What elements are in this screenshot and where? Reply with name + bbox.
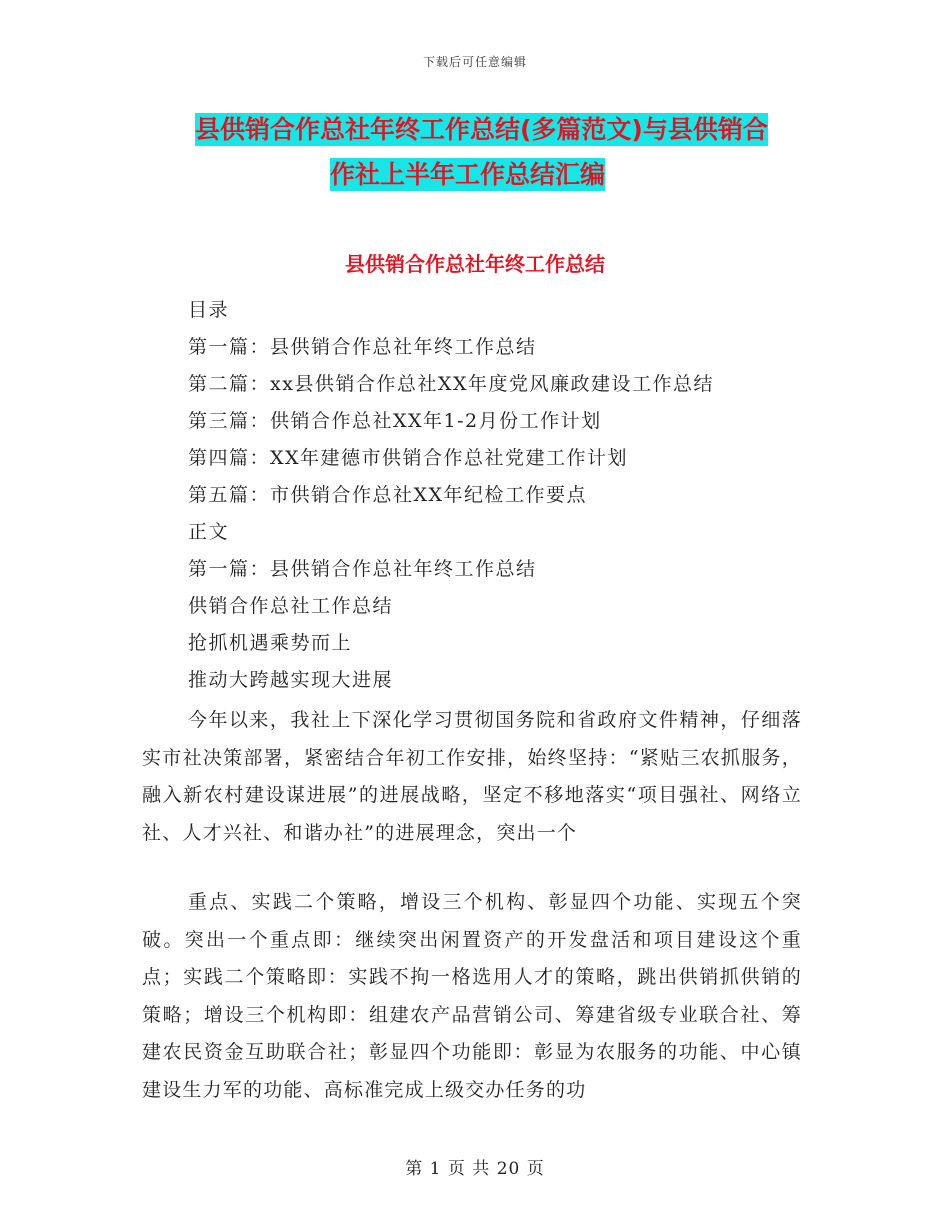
article-subtitle-2: 推动大跨越实现大进展 — [188, 669, 394, 691]
toc-item: 第三篇：供销合作总社XX年1-2月份工作计划 — [188, 410, 602, 432]
article-title: 供销合作总社工作总结 — [188, 595, 394, 617]
section-title: 县供销合作总社年终工作总结 — [345, 252, 605, 276]
chapter-heading: 第一篇：县供销合作总社年终工作总结 — [188, 558, 537, 580]
page-footer: 第 1 页 共 20 页 — [405, 1159, 545, 1179]
title-highlight-2: 作社上半年工作总结汇编 — [330, 160, 606, 189]
title-highlight-1: 县供销合作总社年终工作总结(多篇范文)与县供销合 — [195, 115, 768, 144]
body-paragraph-1: 今年以来，我社上下深化学习贯彻国务院和省政府文件精神，仔细落实市社决策部署，紧密结合年初工作安排，始终坚持：“紧贴三农抓服务，融入新农村建设谋进展”的进展战略，坚定不移地落实“项目强社、网络立社、人才兴社、和谐办社”的进展理念，突出一个 — [142, 709, 802, 844]
toc-item: 第五篇：市供销合作总社XX年纪检工作要点 — [188, 484, 588, 506]
toc-item: 第一篇：县供销合作总社年终工作总结 — [188, 336, 537, 358]
document-title-line-1 — [195, 112, 815, 148]
table-of-contents — [188, 292, 714, 699]
body-paragraph-2: 重点、实践二个策略，增设三个机构、彰显四个功能、实现五个突破。突出一个重点即：继续突出闲置资产的开发盘活和项目建设这个重点；实践二个策略即：实践不拘一格选用人才的策略，跳出供销抓供销的策略；增设三个机构即：组建农产品营销公司、筹建省级专业联合社、筹建农民资金互助联合社；彰显四个功能即：彰显为农服务的功能、中心镇建设生力军的功能、高标准完成上级交办任务的功 — [142, 891, 802, 1101]
body-heading: 正文 — [188, 521, 230, 543]
article-subtitle-1: 抢抓机遇乘势而上 — [188, 632, 353, 654]
toc-heading: 目录 — [188, 299, 230, 321]
page-header-note: 下载后可任意编辑 — [422, 55, 527, 69]
toc-item: 第四篇：XX年建德市供销合作总社党建工作计划 — [188, 447, 629, 469]
document-title-line-2 — [330, 157, 950, 193]
toc-item: 第二篇：xx县供销合作总社XX年度党风廉政建设工作总结 — [188, 373, 714, 395]
